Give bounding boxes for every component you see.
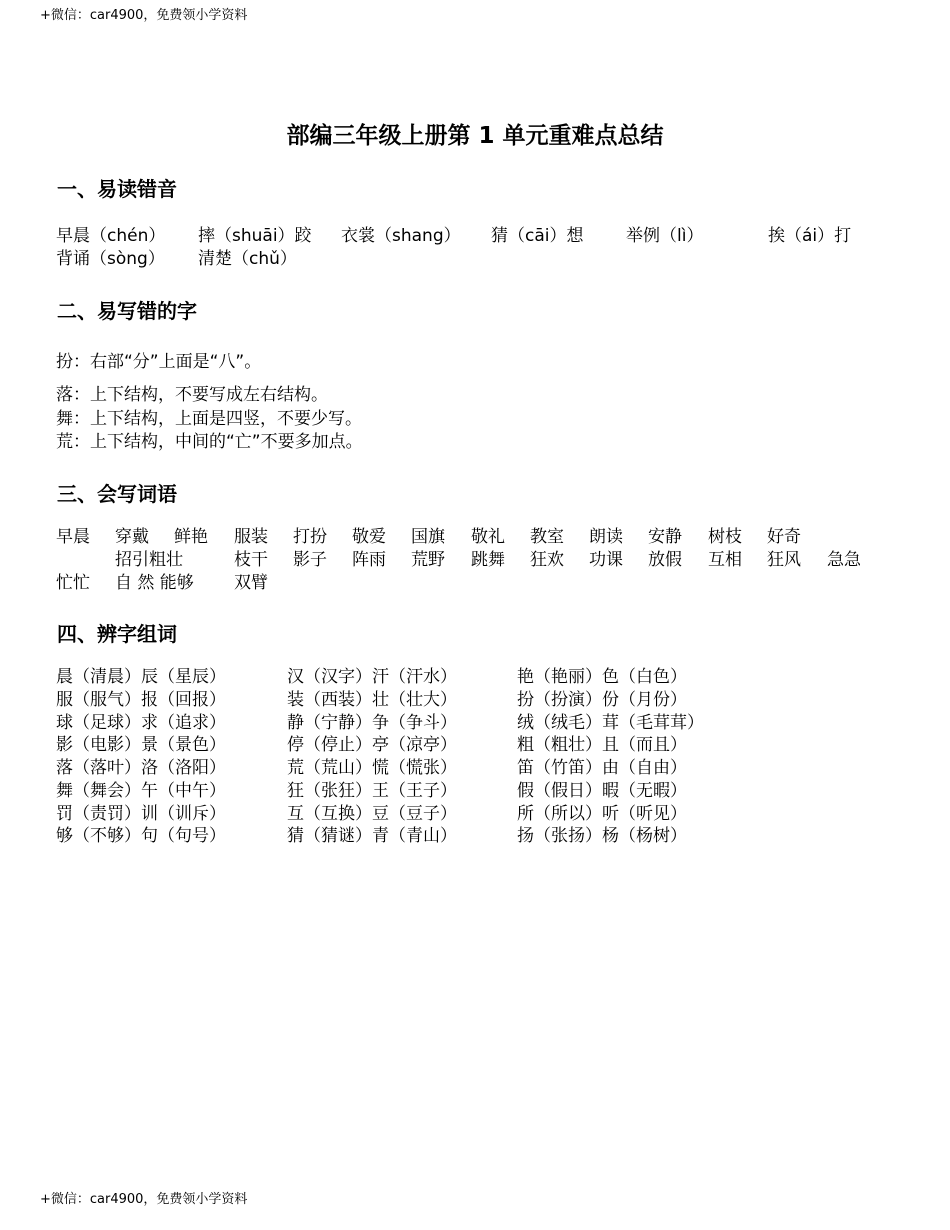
vocab-word: 服装 bbox=[234, 527, 268, 547]
vocab-word: 好奇 bbox=[767, 527, 801, 547]
distinguish-pair: 艳（艳丽）色（白色） bbox=[517, 667, 687, 687]
page-title: 部编三年级上册第 1 单元重难点总结 bbox=[286, 123, 664, 149]
distinguish-pair: 汉（汉字）汗（汗水） bbox=[287, 667, 457, 687]
vocab-word: 国旗 bbox=[411, 527, 445, 547]
distinguish-pair: 球（足球）求（追求） bbox=[56, 713, 226, 733]
pronunciation-item: 清楚（chǔ） bbox=[198, 249, 297, 269]
vocab-word: 放假 bbox=[648, 550, 682, 570]
vocab-word: 早晨 bbox=[56, 527, 90, 547]
vocab-word: 狂风 bbox=[767, 550, 801, 570]
pronunciation-item: 背诵（sòng） bbox=[56, 249, 165, 269]
distinguish-pair: 绒（绒毛）茸（毛茸茸） bbox=[517, 713, 704, 733]
distinguish-pair: 扮（扮演）份（月份） bbox=[517, 690, 687, 710]
pronunciation-item: 猜（cāi）想 bbox=[491, 226, 584, 246]
vocab-word: 教室 bbox=[530, 527, 564, 547]
distinguish-pair: 假（假日）暇（无暇） bbox=[517, 781, 687, 801]
vocab-word: 敬礼 bbox=[471, 527, 505, 547]
vocab-word: 枝干 bbox=[234, 550, 268, 570]
section-heading-distinguish: 四、辨字组词 bbox=[57, 622, 177, 646]
distinguish-pair: 粗（粗壮）且（而且） bbox=[517, 735, 687, 755]
vocab-word: 敬爱 bbox=[352, 527, 386, 547]
section-heading-writing: 二、易写错的字 bbox=[57, 299, 197, 323]
distinguish-pair: 荒（荒山）慌（慌张） bbox=[287, 758, 457, 778]
vocab-word: 狂欢 bbox=[530, 550, 564, 570]
vocab-word: 朗读 bbox=[589, 527, 623, 547]
distinguish-pair: 够（不够）句（句号） bbox=[56, 826, 226, 846]
vocab-word: 穿戴 bbox=[115, 527, 149, 547]
vocab-word: 招引粗壮 bbox=[115, 550, 183, 570]
vocab-word: 互相 bbox=[708, 550, 742, 570]
writing-note: 落：上下结构，不要写成左右结构。 bbox=[56, 385, 328, 405]
pronunciation-item: 摔（shuāi）跤 bbox=[198, 226, 312, 246]
distinguish-pair: 服（服气）报（回报） bbox=[56, 690, 226, 710]
vocab-word: 自 然 能够 bbox=[115, 573, 194, 593]
writing-note: 扮：右部“分”上面是“八”。 bbox=[56, 352, 262, 372]
distinguish-pair: 扬（张扬）杨（杨树） bbox=[517, 826, 687, 846]
vocab-word: 阵雨 bbox=[352, 550, 386, 570]
distinguish-pair: 互（互换）豆（豆子） bbox=[287, 804, 457, 824]
vocab-word: 跳舞 bbox=[471, 550, 505, 570]
vocab-word: 荒野 bbox=[411, 550, 445, 570]
distinguish-pair: 猜（猜谜）青（青山） bbox=[287, 826, 457, 846]
distinguish-pair: 静（宁静）争（争斗） bbox=[287, 713, 457, 733]
vocab-word: 忙忙 bbox=[56, 573, 90, 593]
section-heading-vocabulary: 三、会写词语 bbox=[57, 482, 177, 506]
pronunciation-item: 衣裳（shang） bbox=[341, 226, 461, 246]
vocab-word: 树枝 bbox=[708, 527, 742, 547]
distinguish-pair: 装（西装）壮（壮大） bbox=[287, 690, 457, 710]
vocab-word: 双臂 bbox=[234, 573, 268, 593]
vocab-word: 鲜艳 bbox=[174, 527, 208, 547]
watermark-bottom: +微信：car4900，免费领小学资料 bbox=[40, 1192, 248, 1207]
distinguish-pair: 影（电影）景（景色） bbox=[56, 735, 226, 755]
vocab-word: 功课 bbox=[589, 550, 623, 570]
distinguish-pair: 舞（舞会）午（中午） bbox=[56, 781, 226, 801]
vocab-word: 急急 bbox=[827, 550, 861, 570]
distinguish-pair: 所（所以）听（听见） bbox=[517, 804, 687, 824]
writing-note: 荒：上下结构，中间的“亡”不要多加点。 bbox=[56, 432, 363, 452]
section-heading-pronunciation: 一、易读错音 bbox=[57, 177, 177, 201]
distinguish-pair: 晨（清晨）辰（星辰） bbox=[56, 667, 226, 687]
distinguish-pair: 落（落叶）洛（洛阳） bbox=[56, 758, 226, 778]
writing-note: 舞：上下结构，上面是四竖，不要少写。 bbox=[56, 409, 362, 429]
pronunciation-item: 早晨（chén） bbox=[56, 226, 166, 246]
distinguish-pair: 罚（责罚）训（训斥） bbox=[56, 804, 226, 824]
pronunciation-item: 挨（ái）打 bbox=[768, 226, 852, 246]
distinguish-pair: 笛（竹笛）由（自由） bbox=[517, 758, 687, 778]
distinguish-pair: 停（停止）亭（凉亭） bbox=[287, 735, 457, 755]
pronunciation-item: 举例（lì） bbox=[626, 226, 704, 246]
vocab-word: 安静 bbox=[648, 527, 682, 547]
distinguish-pair: 狂（张狂）王（王子） bbox=[287, 781, 457, 801]
vocab-word: 影子 bbox=[293, 550, 327, 570]
vocab-word: 打扮 bbox=[293, 527, 327, 547]
watermark-top: +微信：car4900，免费领小学资料 bbox=[40, 8, 248, 23]
